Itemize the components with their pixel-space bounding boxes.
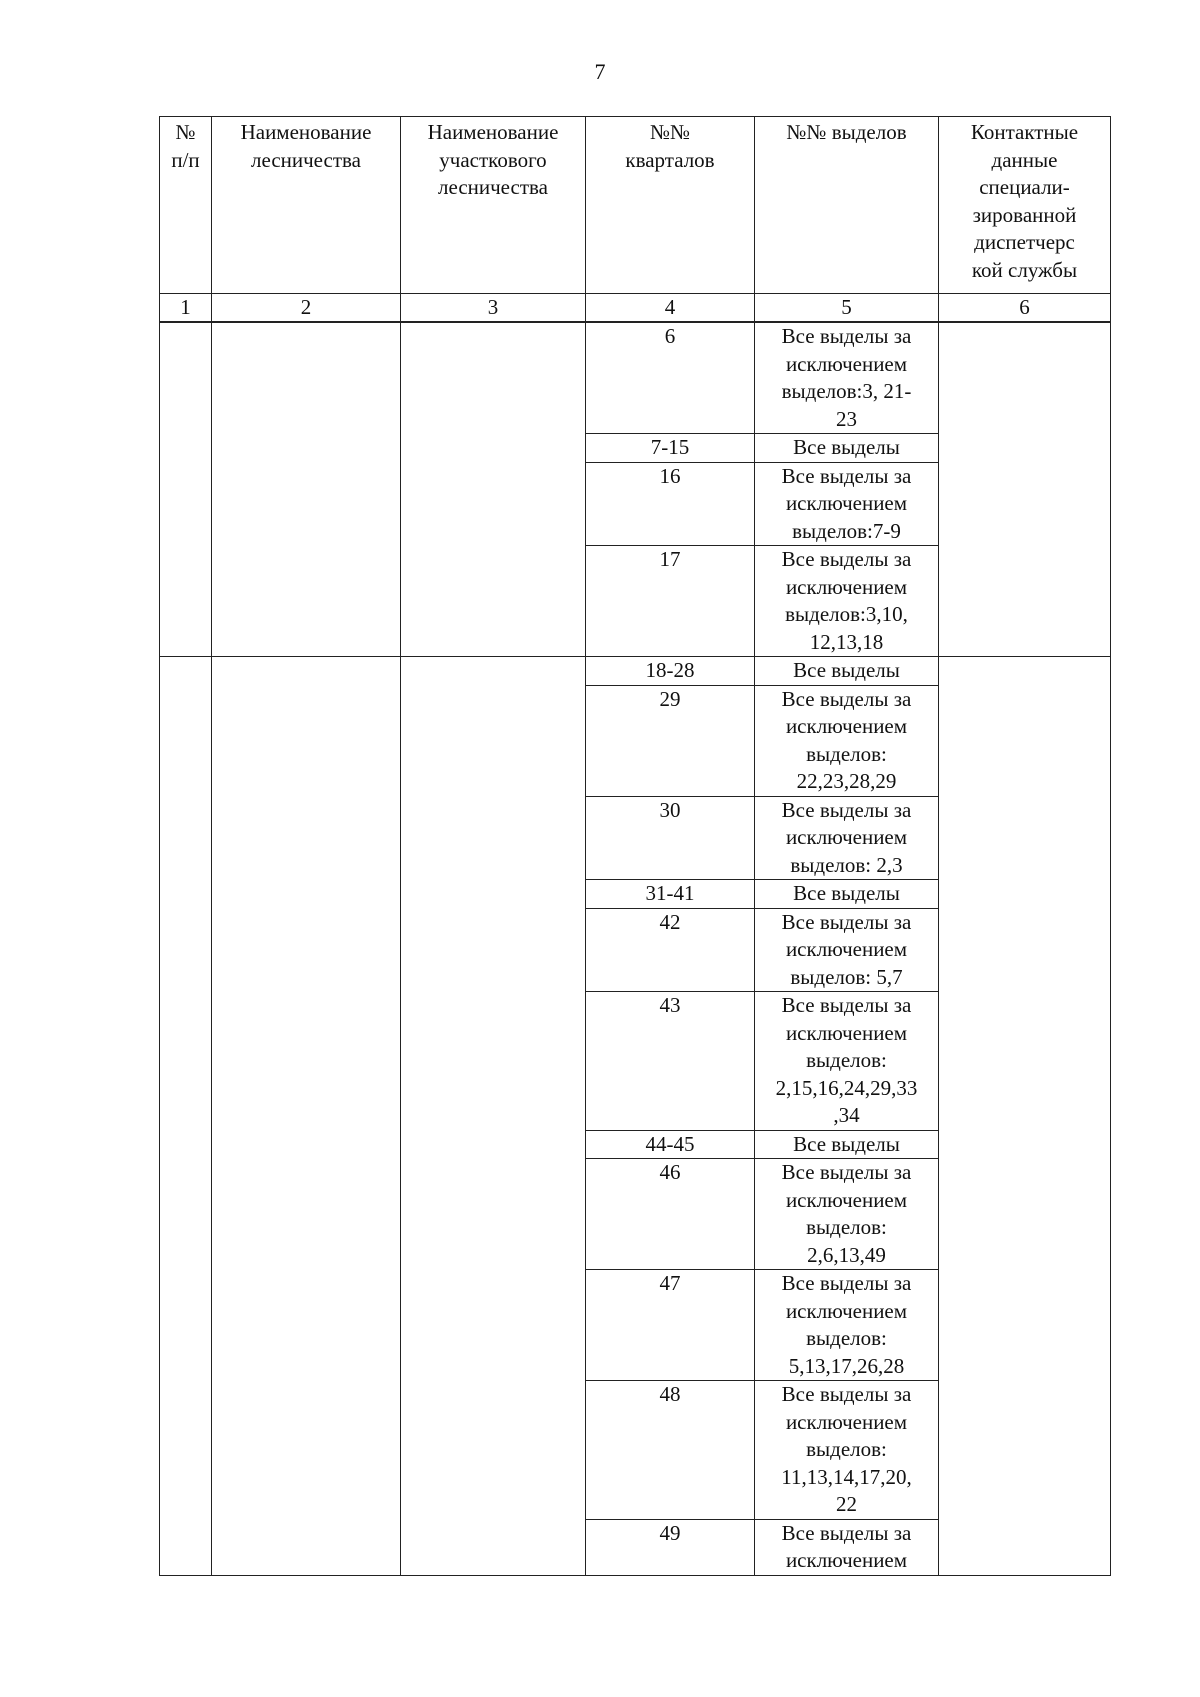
vydel-cell: Все выделы за исключением выделов: 11,13,14,17,20, 22 <box>755 1381 939 1520</box>
kvartal-cell: 7-15 <box>586 434 755 463</box>
dispatch-contacts-cell <box>939 657 1111 1576</box>
number-cell <box>160 657 212 1576</box>
forestry-name-cell <box>212 322 401 657</box>
table-row <box>160 322 1111 434</box>
column-number: 3 <box>401 294 586 323</box>
number-cell <box>160 322 212 657</box>
header-cell-dispatch-contacts: Контактные данные специали- зированной диспетчерс кой службы <box>939 117 1111 294</box>
vydel-cell: Все выделы <box>755 434 939 463</box>
dispatch-contacts-cell <box>939 322 1111 657</box>
vydel-cell: Все выделы за исключением выделов: 5,7 <box>755 908 939 992</box>
header-cell-district-forestry-name: Наименование участкового лесничества <box>401 117 586 294</box>
vydel-cell: Все выделы <box>755 880 939 909</box>
vydel-cell: Все выделы <box>755 657 939 686</box>
table-body <box>160 322 1111 1575</box>
district-forestry-cell <box>401 322 586 657</box>
vydel-cell: Все выделы за исключением <box>755 1519 939 1575</box>
kvartal-cell: 30 <box>586 796 755 880</box>
vydel-cell: Все выделы за исключением выделов: 22,23,28,29 <box>755 685 939 796</box>
forestry-table <box>159 116 1111 1576</box>
kvartal-cell: 42 <box>586 908 755 992</box>
header-cell-kvartal-numbers: №№ кварталов <box>586 117 755 294</box>
vydel-cell: Все выделы за исключением выделов:3, 21- 23 <box>755 322 939 434</box>
column-number-row <box>160 294 1111 323</box>
vydel-cell: Все выделы за исключением выделов:7-9 <box>755 462 939 546</box>
kvartal-cell: 31-41 <box>586 880 755 909</box>
header-cell-vydel-numbers: №№ выделов <box>755 117 939 294</box>
column-number: 2 <box>212 294 401 323</box>
kvartal-cell: 44-45 <box>586 1130 755 1159</box>
header-cell-forestry-name: Наименование лесничества <box>212 117 401 294</box>
vydel-cell: Все выделы за исключением выделов: 5,13,17,26,28 <box>755 1270 939 1381</box>
kvartal-cell: 49 <box>586 1519 755 1575</box>
column-number: 4 <box>586 294 755 323</box>
kvartal-cell: 16 <box>586 462 755 546</box>
vydel-cell: Все выделы за исключением выделов: 2,6,13,49 <box>755 1159 939 1270</box>
district-forestry-cell <box>401 657 586 1576</box>
table-row <box>160 657 1111 686</box>
vydel-cell: Все выделы <box>755 1130 939 1159</box>
kvartal-cell: 48 <box>586 1381 755 1520</box>
kvartal-cell: 46 <box>586 1159 755 1270</box>
page-number: 7 <box>594 59 606 84</box>
column-number: 5 <box>755 294 939 323</box>
kvartal-cell: 47 <box>586 1270 755 1381</box>
kvartal-cell: 6 <box>586 322 755 434</box>
kvartal-cell: 43 <box>586 992 755 1131</box>
header-cell-number: № п/п <box>160 117 212 294</box>
kvartal-cell: 29 <box>586 685 755 796</box>
kvartal-cell: 17 <box>586 546 755 657</box>
column-number: 1 <box>160 294 212 323</box>
forestry-name-cell <box>212 657 401 1576</box>
kvartal-cell: 18-28 <box>586 657 755 686</box>
column-number: 6 <box>939 294 1111 323</box>
vydel-cell: Все выделы за исключением выделов: 2,15,16,24,29,33 ,34 <box>755 992 939 1131</box>
vydel-cell: Все выделы за исключением выделов:3,10, 12,13,18 <box>755 546 939 657</box>
vydel-cell: Все выделы за исключением выделов: 2,3 <box>755 796 939 880</box>
table-header <box>160 117 1111 323</box>
header-row <box>160 117 1111 294</box>
